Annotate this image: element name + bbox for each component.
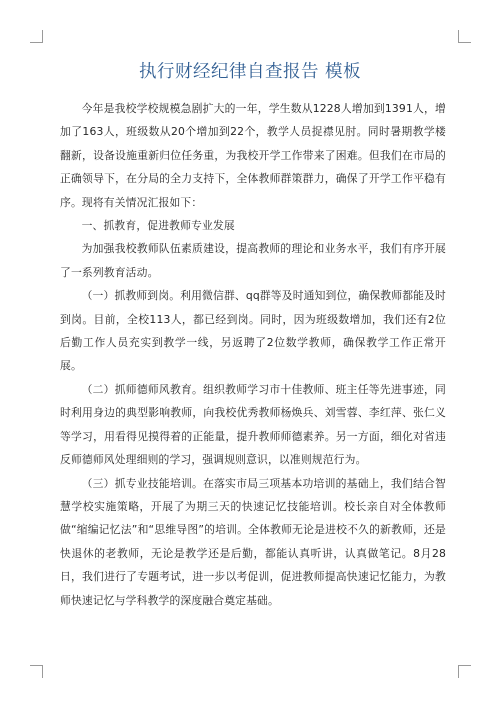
document-body	[60, 97, 446, 612]
corner-mark-top-right	[458, 30, 471, 43]
paragraph-section-1-intro: 为加强我校教师队伍素质建设，提高教师的理论和业务水平，我们有序开展了一系列教育活动。	[60, 242, 446, 279]
document-title: 执行财经纪律自查报告 模板	[138, 62, 362, 82]
paragraph-item-1: （一）抓教师到岗。利用微信群、qq群等及时通知到位，确保教师都能及时到岗。目前，全校113人，都已经到岗。同时，因为班级数增加，我们还有2位后勤工作人员充实到教学一线，另返聘了2位数学教师，确保教学工作正常开展。	[60, 289, 446, 373]
corner-mark-bottom-right	[458, 665, 471, 678]
paragraph-item-3: （三）抓专业技能培训。在落实市局三项基本功培训的基础上，我们结合智慧学校实施策略，开展了为期三天的快速记忆技能培训。校长亲自对全体教师做“缩编记忆法”和“思维导图”的培训。全体教师无论是进校不久的新教师，还是快退休的老教师，无论是教学还是后勤，都能认真听讲，认真做笔记。8月28日，我们进行了专题考试，进一步以考促训，促进教师提高快速记忆能力，为教师快速记忆与学科教学的深度融合奠定基础。	[60, 476, 446, 607]
paragraph-intro: 今年是我校学校规模急剧扩大的一年，学生数从1228人增加到1391人，增加了163人，班级数从20个增加到22个，教学人员捉襟见肘。同时暑期教学楼翻新，设备设施重新归位任务重，为我校开学工作带来了困难。但我们在市局的正确领导下，在分局的全力支持下，全体教师群策群力，确保了开学工作平稳有序。现将有关情况汇报如下：	[60, 102, 446, 209]
corner-mark-top-left	[30, 30, 43, 43]
corner-mark-bottom-left	[30, 665, 43, 678]
paragraph-item-2: （二）抓师德师风教育。组织教师学习市十佳教师、班主任等先进事迹，同时利用身边的典型影响教师，向我校优秀教师杨焕兵、刘雪蓉、李红萍、张仁义等学习，用看得见摸得着的正能量，提升教师师德素养。另一方面，细化对省违反师德师风处理细则的学习，强调规则意识，以准则规范行为。	[60, 382, 446, 467]
section-heading-1: 一、抓教育，促进教师专业发展	[81, 219, 235, 233]
